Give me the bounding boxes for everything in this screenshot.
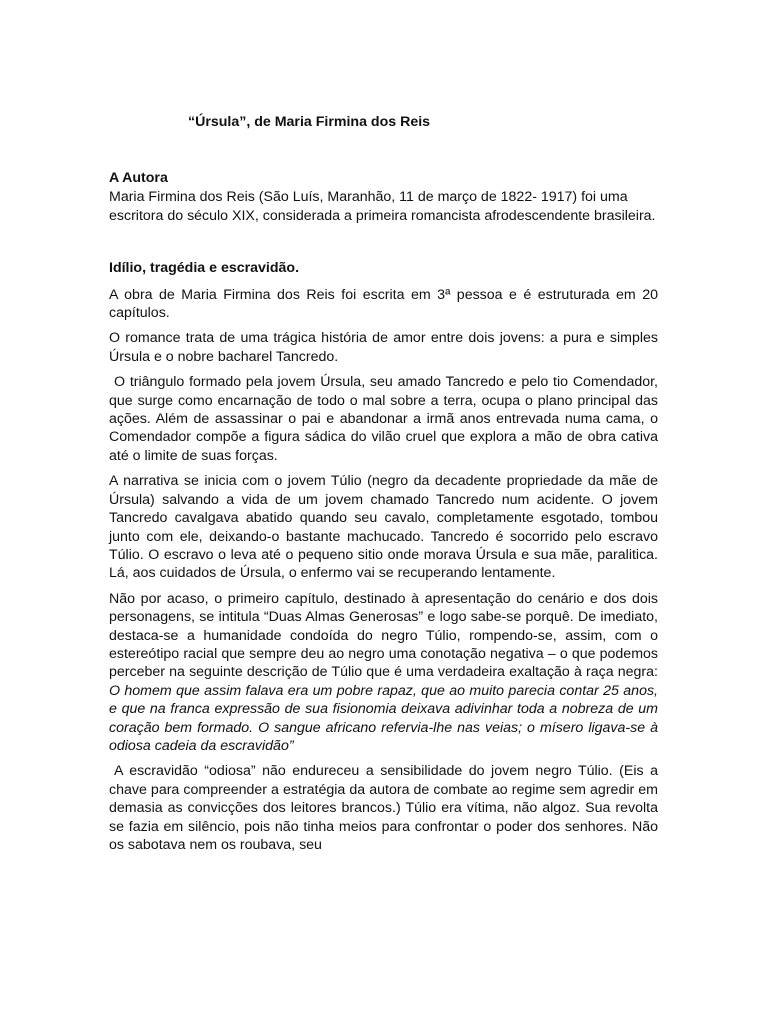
quoted-text: O homem que assim falava era um pobre rapaz, que ao muito parecia contar 25 anos, e que na franca expressão de sua fisionomia deixava adivinhar toda a nobreza de um coração bem formado. O sangue africano refervia-lhe nas veias; o mísero ligava-se à odiosa cadeia da escravidão”: [109, 682, 658, 754]
document-page: [109, 113, 658, 854]
paragraph: A narrativa se inicia com o jovem Túlio (negro da decadente propriedade da mãe de Úrsula) salvando a vida de um jovem chamado Tancredo num acidente. O jovem Tancredo cavalgava abatido quando seu cavalo, completamente esgotado, tombou junto com ele, deixando-o bastante machucado. Tancredo é socorrido pelo escravo Túlio. O escravo o leva até o pequeno sitio onde morava Úrsula e sua mãe, paralitica. Lá, aos cuidados de Úrsula, o enfermo vai se recuperando lentamente.: [109, 473, 658, 582]
author-paragraph: Maria Firmina dos Reis (São Luís, Maranhão, 11 de março de 1822- 1917) foi uma escritora do século XIX, considerada a primeira romancista afrodescendente brasileira.: [109, 189, 656, 224]
paragraph: A escravidão “odiosa” não endureceu a sensibilidade do jovem negro Túlio. (Eis a chave para compreender a estratégia da autora de combate ao regime sem agredir em demasia as convicções dos leitores brancos.) Túlio era vítima, não algoz. Sua revolta se fazia em silêncio, pois não tinha meios para confrontar o poder dos senhores. Não os sabotava nem os roubava, seu: [109, 763, 658, 853]
paragraph-with-quote: [109, 590, 658, 756]
paragraph: O romance trata de uma trágica história de amor entre dois jovens: a pura e simples Úrsula e o nobre bacharel Tancredo.: [109, 330, 658, 365]
paragraph: A obra de Maria Firmina dos Reis foi escrita em 3ª pessoa e é estruturada em 20 capítulos.: [109, 286, 658, 322]
section-heading-idilio: Idílio, tragédia e escravidão.: [109, 260, 300, 277]
document-title: “Úrsula”, de Maria Firmina dos Reis: [188, 114, 431, 130]
paragraph-text: Não por acaso, o primeiro capítulo, destinado à apresentação do cenário e dos dois personagens, se intitula “Duas Almas Generosas” e logo sabe-se porquê. De imediato, destaca-se a humanidade condoída do negro Túlio, rompendo-se, assim, com o estereótipo racial que sempre deu ao negro uma conotação negativa – o que podemos perceber na seguinte descrição de Túlio que é uma verdadeira exaltação à raça negra:: [109, 590, 658, 681]
paragraph: O triângulo formado pela jovem Úrsula, seu amado Tancredo e pelo tio Comendador, que surge como encarnação de todo o mal sobre a terra, ocupa o plano principal das ações. Além de assassinar o pai e abandonar a irmã anos entrevada numa cama, o Comendador compõe a figura sádica do vilão cruel que explora a mão de obra cativa até o limite de suas forças.: [109, 374, 658, 464]
section-heading-autora: A Autora: [109, 170, 168, 186]
